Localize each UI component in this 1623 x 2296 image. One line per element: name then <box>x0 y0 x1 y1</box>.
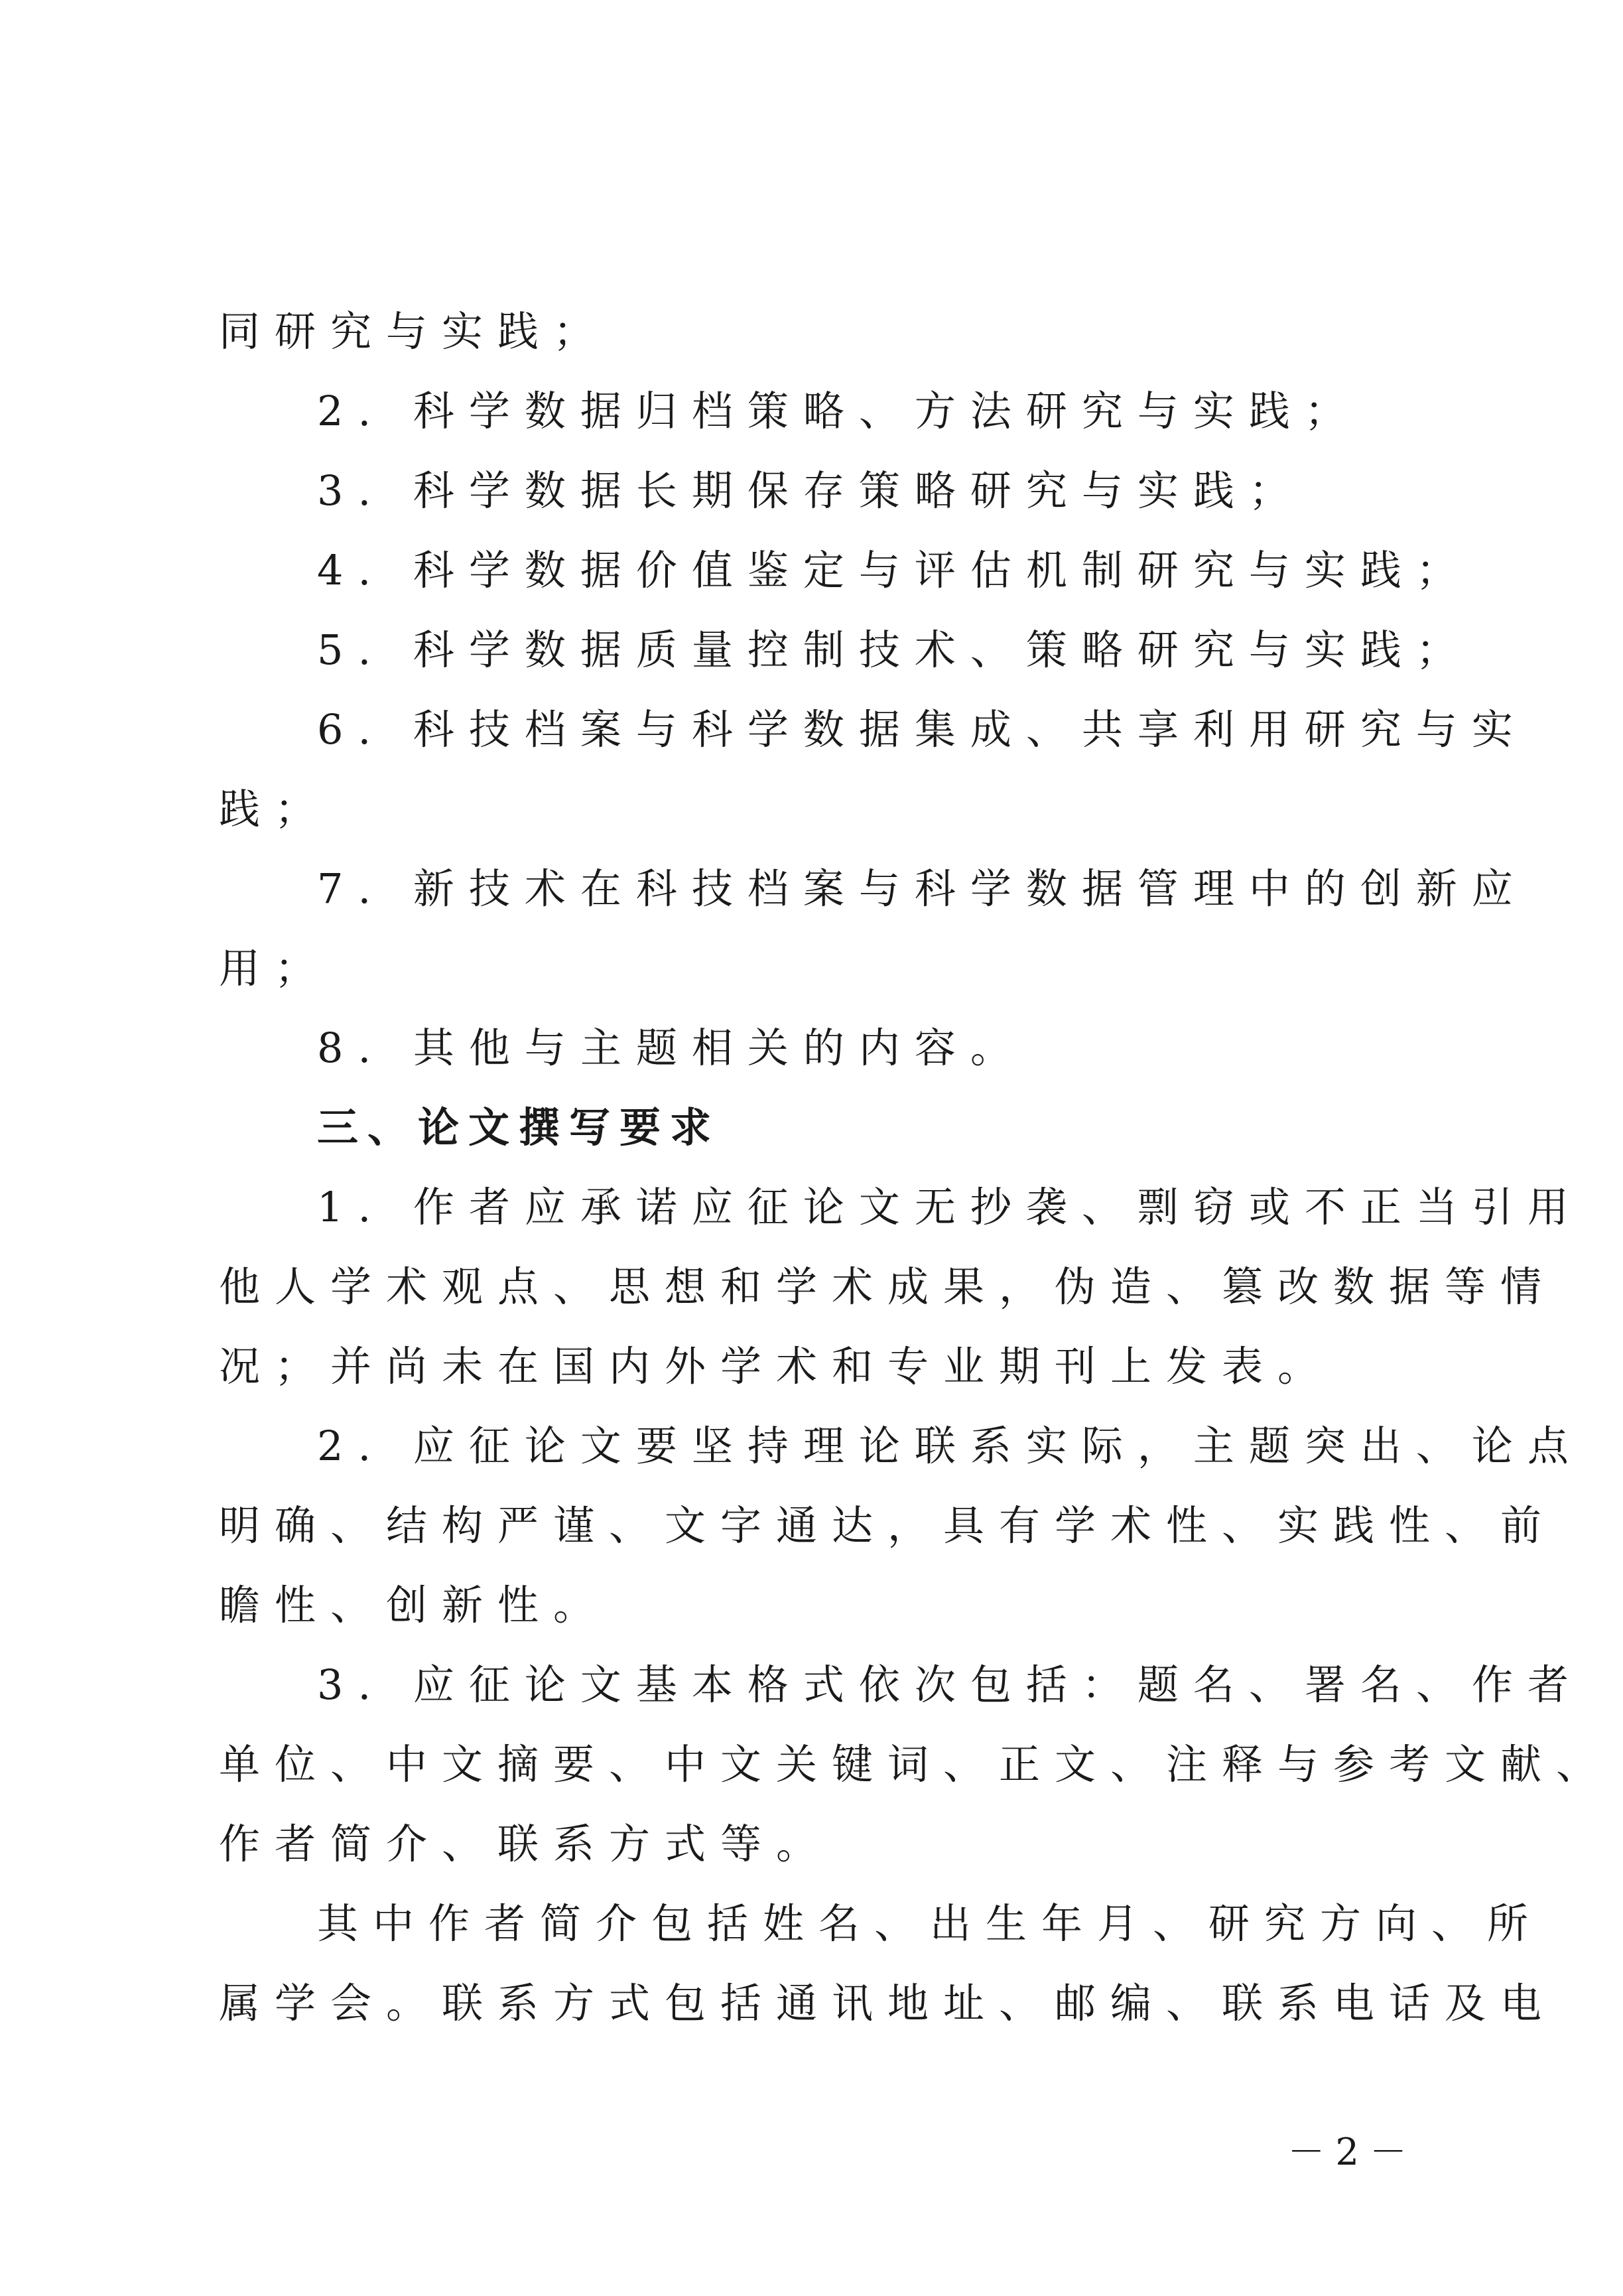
list-item-8: 8. 其他与主题相关的内容。 <box>317 1024 1026 1072</box>
requirement-2-line-3: 瞻性、创新性。 <box>219 1581 610 1629</box>
list-item-7: 7. 新技术在科技档案与科学数据管理中的创新应 <box>317 864 1527 913</box>
list-item-2: 2. 科学数据归档策略、方法研究与实践； <box>317 387 1360 435</box>
list-item-3: 3. 科学数据长期保存策略研究与实践； <box>317 466 1305 515</box>
requirement-3: 3. 应征论文基本格式依次包括：题名、署名、作者 <box>317 1660 1583 1709</box>
requirement-3-line-2: 单位、中文摘要、中文关键词、正文、注释与参考文献、 <box>219 1740 1612 1789</box>
author-info-paragraph-line-2: 属学会。联系方式包括通讯地址、邮编、联系电话及电 <box>219 1979 1557 2027</box>
author-info-paragraph: 其中作者简介包括姓名、出生年月、研究方向、所 <box>317 1899 1543 1948</box>
list-item-7-continued: 用； <box>219 944 331 992</box>
requirement-2: 2. 应征论文要坚持理论联系实际，主题突出、论点 <box>317 1422 1583 1470</box>
list-item-4: 4. 科学数据价值鉴定与评估机制研究与实践； <box>317 546 1472 594</box>
requirement-2-line-2: 明确、结构严谨、文字通达，具有学术性、实践性、前 <box>219 1501 1557 1550</box>
page-number: －2－ <box>1287 2131 1417 2174</box>
list-item-5: 5. 科学数据质量控制技术、策略研究与实践； <box>317 626 1472 674</box>
requirement-1: 1. 作者应承诺应征论文无抄袭、剽窃或不正当引用 <box>317 1183 1583 1231</box>
list-item-6-continued: 践； <box>219 785 331 833</box>
section-heading: 三、论文撰写要求 <box>317 1103 721 1152</box>
document-body <box>219 292 1612 2043</box>
requirement-1-line-2: 他人学术观点、思想和学术成果，伪造、篡改数据等情 <box>219 1262 1557 1311</box>
requirement-3-line-3: 作者简介、联系方式等。 <box>219 1820 832 1868</box>
list-item-6: 6. 科技档案与科学数据集成、共享利用研究与实 <box>317 705 1527 754</box>
requirement-1-line-3: 况；并尚未在国内外学术和专业期刊上发表。 <box>219 1342 1334 1390</box>
text-line: 同研究与实践； <box>219 307 610 356</box>
